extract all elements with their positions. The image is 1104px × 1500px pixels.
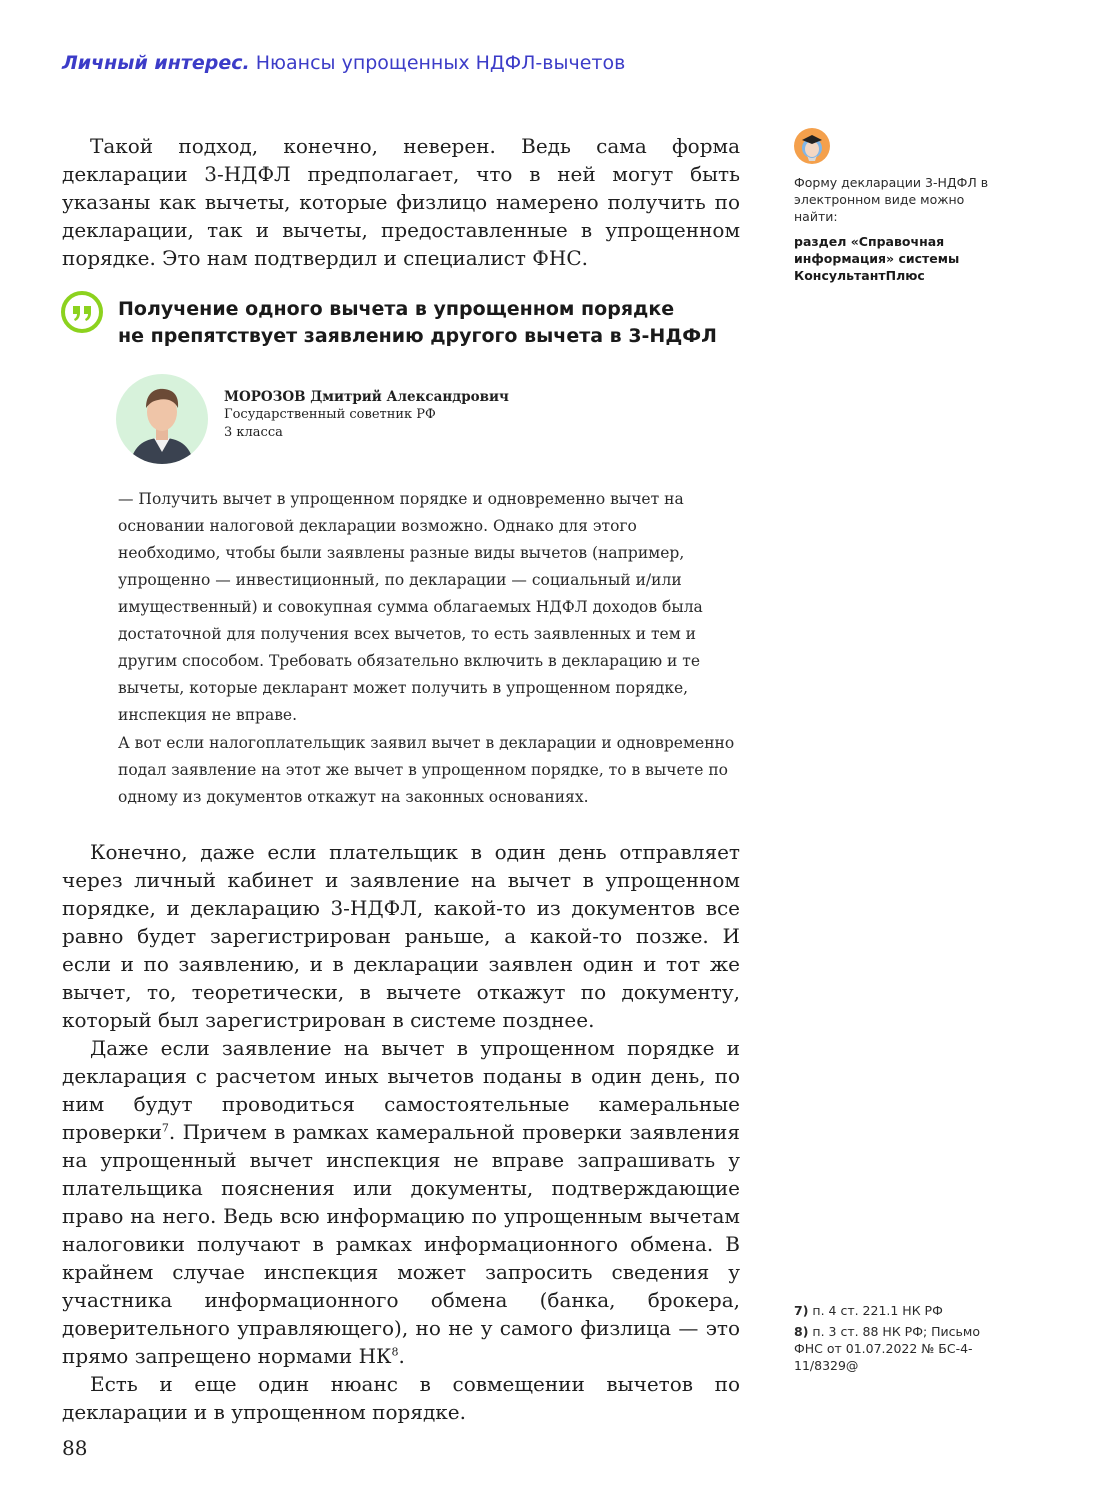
page-number: 88 — [62, 1436, 88, 1460]
intro-paragraph: Такой подход, конечно, неверен. Ведь сама форма декларации 3-НДФЛ предполагает, что в ней могут быть указаны как вычеты, которые физлицо намерено получить по декларации, так и вычеты, предоставленные в упрощенном порядке. Это нам подтвердил и специалист ФНС. — [62, 134, 740, 270]
sidenote — [794, 174, 994, 284]
avatar — [116, 374, 208, 464]
footnote-ref-8: 8 — [391, 1345, 399, 1359]
main-text — [62, 838, 740, 1426]
person-role-line-1: Государственный советник РФ — [224, 407, 436, 422]
footnote-text: п. 4 ст. 221.1 НК РФ — [812, 1303, 943, 1318]
sidenote-link[interactable]: раздел «Справочная информация» системы КонсультантПлюс — [794, 234, 960, 283]
footnote-7 — [794, 1302, 994, 1319]
person-name: МОРОЗОВ Дмитрий Александрович — [224, 389, 509, 405]
header-title: Нюансы упрощенных НДФЛ-вычетов — [255, 52, 626, 74]
intro-paragraph-block — [62, 132, 740, 272]
body-paragraph-1: Конечно, даже если плательщик в один день отправляет через личный кабинет и заявление на вычет в упрощенном порядке, и декларацию 3-НДФЛ, какой-то из документов все равно будет зарегистрирован раньше, а какой-то позже. И если и по заявлению, и в декларации заявлен один и тот же вычет, то, теоретически, в вычете откажут по документу, который был зарегистрирован в системе позднее. — [62, 840, 740, 1032]
sidenote-icon — [794, 128, 830, 164]
footnote-number: 7) — [794, 1303, 809, 1318]
footnote-number: 8) — [794, 1324, 809, 1339]
quote-title — [118, 296, 758, 350]
body-paragraph-2-part-c: . — [398, 1344, 405, 1368]
quote-icon — [60, 290, 104, 334]
quote-title-line-1: Получение одного вычета в упрощенном порядке — [118, 298, 675, 320]
header-section: Личный интерес. — [62, 52, 250, 74]
body-paragraph-2-part-a: Даже если заявление на вычет в упрощенном порядке и декларация с расчетом иных вычетов поданы в один день, по ним будут проводиться самостоятельные камеральные проверки — [62, 1036, 740, 1144]
person-info — [224, 388, 509, 442]
body-paragraph-2 — [62, 1034, 740, 1370]
quote-paragraph-2: А вот если налогоплательщик заявил вычет в декларации и одновременно подал заявление на этот же вычет в упрощенном порядке, то в вычете по одному из документов откажут на законных основаниях. — [118, 734, 735, 806]
scholar-icon — [794, 128, 830, 164]
footnote-ref-7: 7 — [161, 1121, 169, 1135]
body-paragraph-2-part-b: . Причем в рамках камеральной проверки заявления на упрощенный вычет инспекция не вправе запрашивать у плательщика пояснения или документы, подтверждающие право на него. Ведь всю информацию по упрощенным вычетам налоговики получают в рамках информационного обмена. В крайнем случае инспекция может запросить сведения у участника информационного обмена (банка, брокера, доверительного управляющего), но не у самого физлица — это прямо запрещено нормами НК — [62, 1120, 740, 1368]
footnotes — [794, 1302, 994, 1378]
person-role-line-2: 3 класса — [224, 425, 283, 440]
footnote-text: п. 3 ст. 88 НК РФ; Письмо ФНС от 01.07.2022 № БС-4-11/8329@ — [794, 1324, 981, 1373]
quote-paragraph-1: — Получить вычет в упрощенном порядке и одновременно вычет на основании налоговой декларации возможно. Однако для этого необходимо, чтобы были заявлены разные виды вычетов (например, упрощенно — инвестиционный, по декларации — социальный и/или имущественный) и совокупная сумма облагаемых НДФЛ доходов была достаточной для получения всех вычетов, то есть заявленных и тем и другим способом. Требовать обязательно включить в декларацию и те вычеты, которые декларант может получить в упрощенном порядке, инспекция не вправе. — [118, 490, 703, 724]
person-portrait-icon — [116, 374, 208, 464]
running-header — [62, 52, 625, 74]
body-paragraph-3: Есть и еще один нюанс в совмещении вычетов по декларации и в упрощенном порядке. — [62, 1372, 740, 1424]
footnote-8 — [794, 1323, 994, 1374]
quote-title-line-2: не препятствует заявлению другого вычета в 3-НДФЛ — [118, 325, 717, 347]
sidenote-text: Форму декларации 3-НДФЛ в электронном виде можно найти: — [794, 175, 989, 224]
